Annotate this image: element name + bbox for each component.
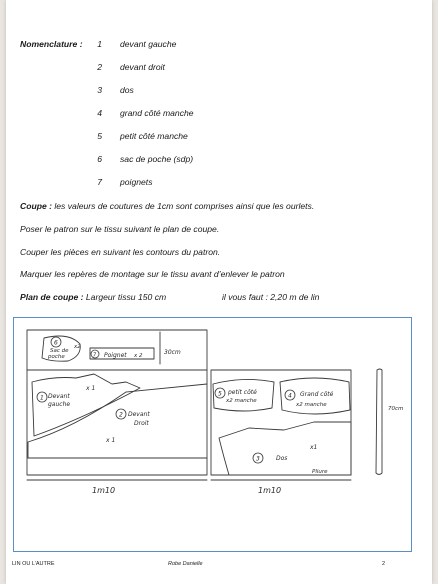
coupe-step-2: Couper les pièces en suivant les contours du patron. xyxy=(20,247,221,257)
nomenclature-num-5: 5 xyxy=(97,131,102,141)
band-70cm-label: 70cm xyxy=(388,406,404,412)
sac-de-poche-label-2: poche xyxy=(48,354,65,360)
footer-page-number: 2 xyxy=(382,561,386,567)
nomenclature-num-2: 2 xyxy=(97,62,102,72)
coupe-heading: Coupe : xyxy=(20,201,52,211)
footer-brand: LIN OU L’AUTRE xyxy=(12,561,55,567)
grand-cote-label-1: Grand côté xyxy=(300,391,334,398)
nomenclature-label-7: poignets xyxy=(120,177,153,187)
nomenclature-label-3: dos xyxy=(120,85,134,95)
poignet-num: 7 xyxy=(93,352,97,359)
coupe-step-3: Marquer les repères de montage sur le tissu avant d’enlever le patron xyxy=(20,269,285,279)
nomenclature-label-1: devant gauche xyxy=(120,39,177,49)
sac-de-poche-label-1: Sac de xyxy=(50,348,69,354)
devant-gauche-qty: x 1 xyxy=(86,385,96,392)
length-label-left: 1m10 xyxy=(92,486,116,495)
nomenclature-num-4: 4 xyxy=(97,108,102,118)
nomenclature-num-6: 6 xyxy=(97,154,102,164)
band-70cm-shape xyxy=(376,369,382,475)
nomenclature-num-7: 7 xyxy=(97,177,102,187)
plan-de-coupe-largeur: Largeur tissu 150 cm xyxy=(83,292,167,302)
cutting-plan-drawing xyxy=(14,318,411,551)
poignet-dim: 30cm xyxy=(164,349,181,356)
dos-num: 3 xyxy=(256,455,260,463)
grand-cote-num: 4 xyxy=(288,392,292,400)
devant-droit-label-2: Droit xyxy=(134,420,149,427)
plan-de-coupe-heading: Plan de coupe : xyxy=(20,292,84,302)
document-page xyxy=(6,0,432,584)
devant-droit-qty: x 1 xyxy=(106,437,116,444)
devant-gauche-label-1: Devant xyxy=(48,393,70,400)
dos-pliure: Pliure xyxy=(312,469,328,475)
cutting-plan-frame xyxy=(13,317,412,552)
coupe-paragraph xyxy=(20,202,314,211)
plan-de-coupe-line xyxy=(20,293,166,302)
nomenclature-label-5: petit côté manche xyxy=(120,131,188,141)
length-label-right: 1m10 xyxy=(258,486,282,495)
petit-cote-num: 5 xyxy=(218,390,222,398)
petit-cote-label-1: petit côté xyxy=(228,389,257,396)
nomenclature-heading: Nomenclature : xyxy=(20,39,83,49)
nomenclature-label-4: grand côté manche xyxy=(120,108,194,118)
coupe-text: les valeurs de coutures de 1cm sont comprises ainsi que les ourlets. xyxy=(51,201,315,211)
sac-de-poche-qty: x2 xyxy=(74,344,81,350)
nomenclature-num-3: 3 xyxy=(97,85,102,95)
dos-label: Dos xyxy=(276,455,288,462)
sac-de-poche-num: 6 xyxy=(54,339,58,347)
poignet-label: Poignet xyxy=(104,352,127,359)
dos-shape xyxy=(219,422,351,475)
devant-gauche-num: 1 xyxy=(40,394,44,402)
grand-cote-label-2: x2 manche xyxy=(296,402,327,408)
footer-title: Robe Danielle xyxy=(168,561,203,567)
devant-droit-num: 2 xyxy=(119,411,123,419)
nomenclature-label-6: sac de poche (sdp) xyxy=(120,154,194,164)
nomenclature-num-1: 1 xyxy=(97,39,102,49)
nomenclature-label-2: devant droit xyxy=(120,62,165,72)
devant-droit-label-1: Devant xyxy=(128,411,150,418)
coupe-step-1: Poser le patron sur le tissu suivant le plan de coupe. xyxy=(20,224,220,234)
devant-gauche-label-2: gauche xyxy=(48,401,71,408)
petit-cote-label-2: x2 manche xyxy=(226,398,257,404)
dos-qty: x1 xyxy=(310,444,318,451)
plan-de-coupe-besoin: il vous faut : 2,20 m de lin xyxy=(222,292,320,302)
poignet-qty: x 2 xyxy=(134,353,143,359)
